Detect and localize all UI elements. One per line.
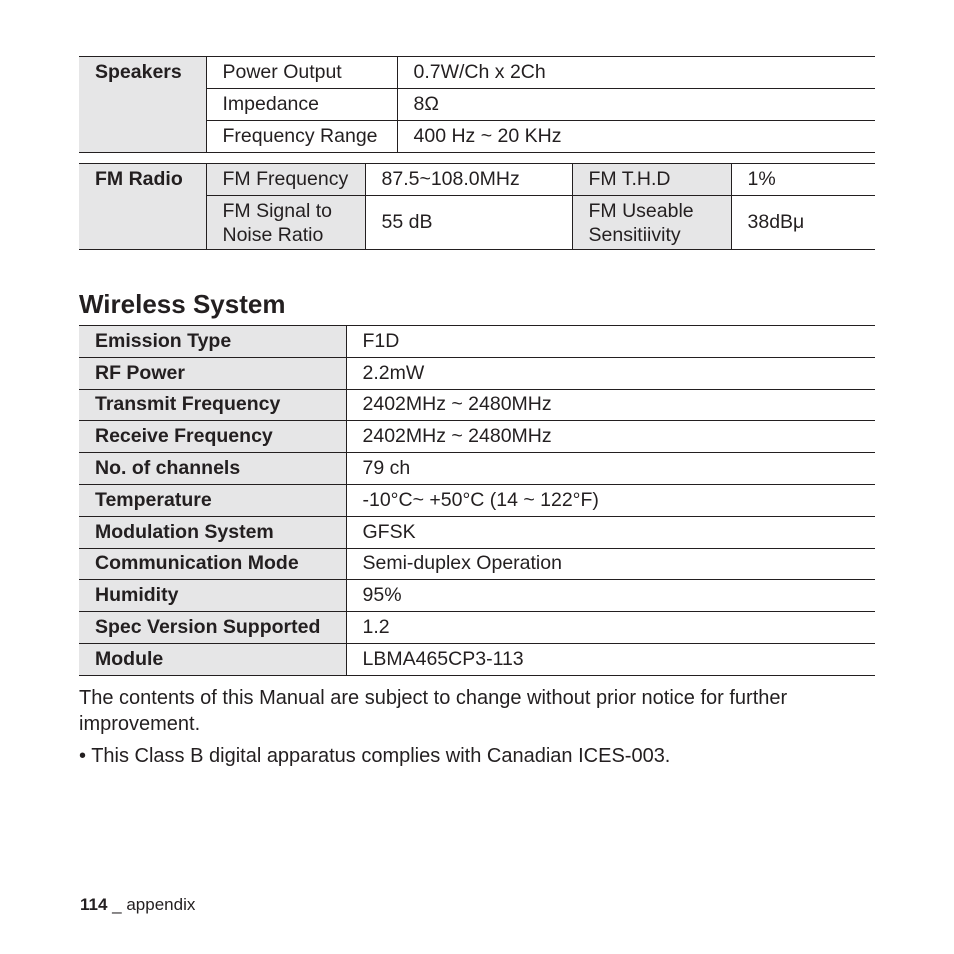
spec-name: Power Output (206, 57, 397, 89)
change-notice: The contents of this Manual are subject to change without prior notice for further improvement. (79, 687, 788, 735)
spec-value: 2402MHz ~ 2480MHz (346, 389, 875, 421)
spec-value: 38dBμ (731, 196, 875, 250)
compliance-notice: • This Class B digital apparatus complies with Canadian ICES-003. (79, 745, 671, 767)
spec-name: Impedance (206, 89, 397, 121)
spec-name: FM T.H.D (572, 164, 731, 196)
spec-label: Module (79, 643, 346, 675)
table-row (79, 357, 875, 389)
spec-label: Emission Type (79, 326, 346, 358)
wireless-spec-table (79, 325, 875, 676)
spec-value: 1% (731, 164, 875, 196)
spec-label: Receive Frequency (79, 421, 346, 453)
spec-value: LBMA465CP3-113 (346, 643, 875, 675)
spec-value: 400 Hz ~ 20 KHz (397, 121, 875, 153)
page-footer (80, 894, 195, 916)
spec-value: 8Ω (397, 89, 875, 121)
spec-name: Frequency Range (206, 121, 397, 153)
spec-value: GFSK (346, 516, 875, 548)
table-row (79, 326, 875, 358)
spec-label: RF Power (79, 357, 346, 389)
spec-name: FM Signal to Noise Ratio (206, 196, 365, 250)
spec-value: 0.7W/Ch x 2Ch (397, 57, 875, 89)
table-row (79, 164, 875, 196)
section-title: Wireless System (79, 289, 286, 319)
spec-label: Humidity (79, 580, 346, 612)
spec-value: -10°C~ +50°C (14 ~ 122°F) (346, 484, 875, 516)
spec-value: 79 ch (346, 453, 875, 485)
spec-label: Communication Mode (79, 548, 346, 580)
speakers-spec-table (79, 56, 875, 153)
fm-radio-spec-table (79, 163, 875, 250)
table-row (79, 453, 875, 485)
table-row (79, 612, 875, 644)
spec-value: 2.2mW (346, 357, 875, 389)
spec-label: Temperature (79, 484, 346, 516)
spec-value: 2402MHz ~ 2480MHz (346, 421, 875, 453)
spec-name: FM Useable Sensitiivity (572, 196, 731, 250)
spec-value: Semi-duplex Operation (346, 548, 875, 580)
spec-label: No. of channels (79, 453, 346, 485)
spec-label: Modulation System (79, 516, 346, 548)
table-row (79, 643, 875, 675)
spec-value: 55 dB (365, 196, 572, 250)
spec-label: Spec Version Supported (79, 612, 346, 644)
table-row (79, 484, 875, 516)
fm-radio-label: FM Radio (79, 164, 206, 250)
spec-value: 95% (346, 580, 875, 612)
spec-value: 1.2 (346, 612, 875, 644)
spec-label: Transmit Frequency (79, 389, 346, 421)
table-row (79, 580, 875, 612)
spec-value: 87.5~108.0MHz (365, 164, 572, 196)
table-row (79, 421, 875, 453)
table-row (79, 548, 875, 580)
speakers-label: Speakers (79, 57, 206, 153)
table-row (79, 389, 875, 421)
table-row (79, 516, 875, 548)
page-number: 114 (80, 895, 108, 914)
spec-name: FM Frequency (206, 164, 365, 196)
section-name: _ appendix (107, 895, 196, 914)
table-row (79, 57, 875, 89)
spec-value: F1D (346, 326, 875, 358)
